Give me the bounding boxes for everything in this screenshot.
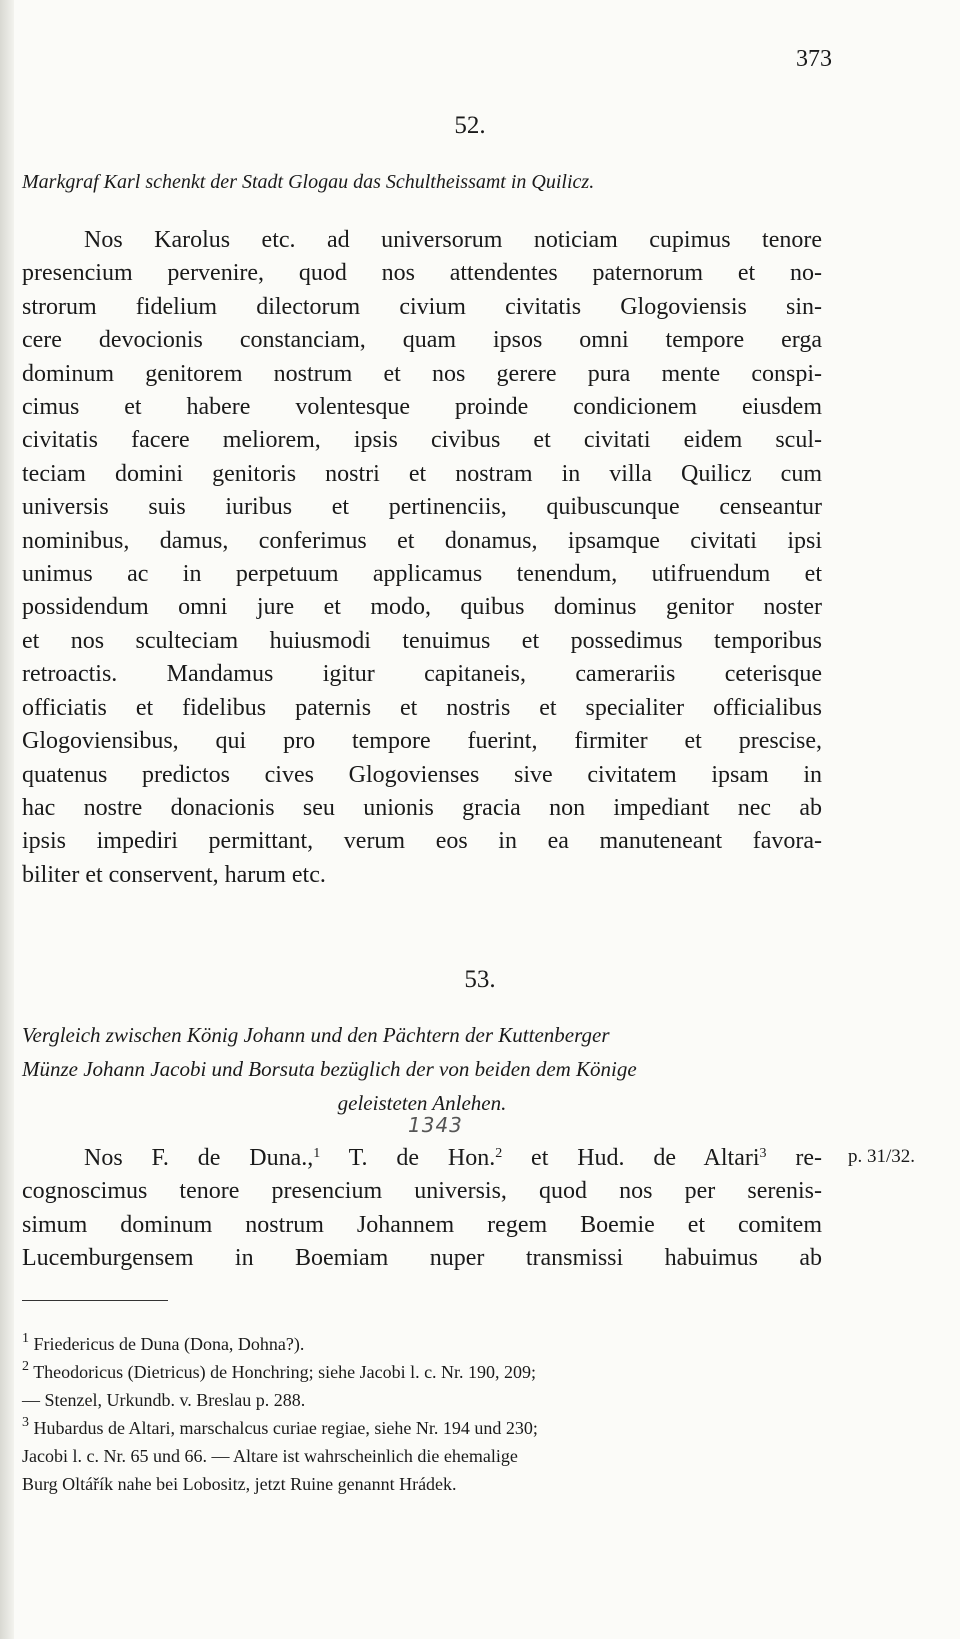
footnote-text: Friedericus de Duna (Dona, Dohna?). bbox=[33, 1334, 305, 1354]
footnote-ref: 3 bbox=[759, 1146, 767, 1161]
body-line: et nos sculteciam huiusmodi tenuimus et possedimus temporibus bbox=[22, 627, 822, 654]
footnote-text: Hubardus de Altari, marschalcus curiae regiae, siehe Nr. 194 und 230; bbox=[33, 1418, 538, 1438]
body-line: officiatis et fidelibus paternis et nostris et specialiter officialibus bbox=[22, 694, 822, 721]
document-body-52 bbox=[22, 224, 822, 892]
footnote-text: Theodoricus (Dietricus) de Honchring; siehe Jacobi l. c. Nr. 190, 209; bbox=[33, 1362, 537, 1382]
body-line: unimus ac in perpetuum applicamus tenendum, utifruendum et bbox=[22, 561, 822, 588]
text-run: re- bbox=[795, 1145, 823, 1171]
footnote-text: Burg Oltářík nahe bei Lobositz, jetzt Ruine genannt Hrádek. bbox=[22, 1474, 457, 1494]
footnote-marker: 1 bbox=[22, 1331, 29, 1346]
body-line: quatenus predictos cives Glogovienses sive civitatem ipsam in bbox=[22, 761, 822, 788]
footnotes bbox=[22, 1330, 822, 1498]
pencil-annotation: 1343 bbox=[408, 1113, 463, 1137]
footnote-ref: 2 bbox=[495, 1146, 503, 1161]
text-run: T. de Hon. bbox=[348, 1145, 496, 1171]
body-line: strorum fidelium dilectorum civium civitatis Glogoviensis sin- bbox=[22, 293, 822, 320]
body-line: simum dominum nostrum Johannem regem Boemie et comitem bbox=[22, 1211, 822, 1238]
footnote-text: Jacobi l. c. Nr. 65 und 66. — Altare ist wahrscheinlich die ehemalige bbox=[22, 1446, 518, 1466]
text-run: et Hud. de Altari bbox=[531, 1145, 760, 1171]
body-line: Lucemburgensem in Boemiam nuper transmissi habuimus ab bbox=[22, 1245, 822, 1272]
text-run: Nos F. de Duna., bbox=[84, 1145, 314, 1171]
heading-line: geleisteten Anlehen. bbox=[337, 1091, 507, 1115]
footnote-marker: 2 bbox=[22, 1359, 29, 1374]
body-line: cimus et habere volentesque proinde condicionem eiusdem bbox=[22, 394, 822, 421]
body-line: dominum genitorem nostrum et nos gerere pura mente conspi- bbox=[22, 360, 822, 387]
body-line: biliter et conservent, harum etc. bbox=[22, 861, 326, 888]
body-line: Nos Karolus etc. ad universorum noticiam cupimus tenore bbox=[84, 227, 822, 253]
body-line: Glogoviensibus, qui pro tempore fuerint, firmiter et prescise, bbox=[22, 728, 822, 755]
margin-reference: p. 31/32. bbox=[848, 1146, 916, 1167]
body-line: teciam domini genitoris nostri et nostram in villa Quilicz cum bbox=[22, 460, 822, 487]
body-line: hac nostre donacionis seu unionis gracia non impediant nec ab bbox=[22, 794, 822, 821]
body-line: presencium pervenire, quod nos attendentes paternorum et no- bbox=[22, 260, 822, 287]
footnote-divider bbox=[22, 1300, 168, 1301]
footnote-line bbox=[22, 1470, 822, 1498]
footnote-line bbox=[22, 1330, 822, 1358]
footnote-line bbox=[22, 1442, 822, 1470]
page-number: 373 bbox=[796, 46, 832, 72]
document-number-52: 52. bbox=[454, 112, 486, 139]
heading-line: Vergleich zwischen König Johann und den Pächtern der Kuttenberger bbox=[22, 1023, 610, 1047]
body-line: retroactis. Mandamus igitur capitaneis, camerariis ceterisque bbox=[22, 661, 822, 688]
footnote-line bbox=[22, 1386, 822, 1414]
footnote-marker: 3 bbox=[22, 1415, 29, 1430]
heading-line: Münze Johann Jacobi und Borsuta bezüglich der von beiden dem Könige bbox=[22, 1057, 637, 1081]
body-line bbox=[22, 1142, 822, 1175]
footnote-line bbox=[22, 1414, 822, 1442]
body-line: universis suis iuribus et pertinenciis, quibuscunque censeantur bbox=[22, 494, 822, 521]
page-edge-shadow bbox=[0, 0, 14, 1639]
footnote-line bbox=[22, 1358, 822, 1386]
body-line: nominibus, damus, conferimus et donamus, ipsamque civitati ipsi bbox=[22, 527, 822, 554]
document-heading-52: Markgraf Karl schenkt der Stadt Glogau das Schultheissamt in Quilicz. bbox=[22, 171, 595, 193]
body-line: civitatis facere meliorem, ipsis civibus et civitati eidem scul- bbox=[22, 427, 822, 454]
body-line: ipsis impediri permittant, verum eos in ea manuteneant favora- bbox=[22, 828, 822, 855]
footnote-ref: 1 bbox=[313, 1146, 321, 1161]
footnote-text: — Stenzel, Urkundb. v. Breslau p. 288. bbox=[22, 1390, 306, 1410]
body-line: possidendum omni jure et modo, quibus dominus genitor noster bbox=[22, 594, 822, 621]
body-line: cognoscimus tenore presencium universis, quod nos per serenis- bbox=[22, 1178, 822, 1205]
body-line: cere devocionis constanciam, quam ipsos omni tempore erga bbox=[22, 327, 822, 354]
document-number-53: 53. bbox=[464, 966, 496, 993]
document-body-53 bbox=[22, 1142, 822, 1276]
document-heading-53 bbox=[22, 1018, 822, 1120]
